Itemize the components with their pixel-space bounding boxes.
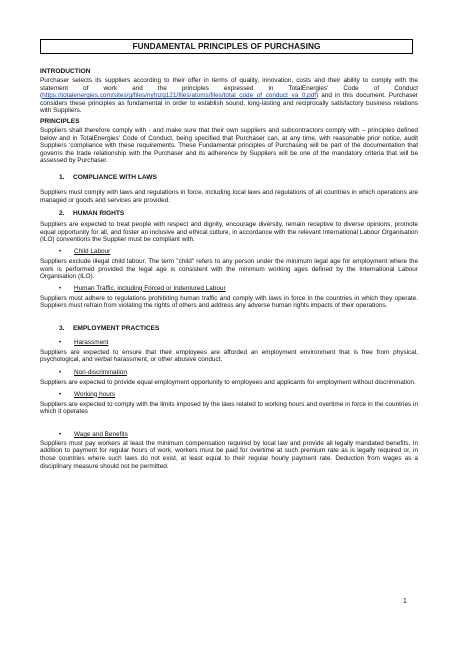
harassment-bullet — [59, 339, 418, 347]
bullet-icon: • — [59, 369, 62, 377]
introduction-heading: INTRODUCTION — [40, 68, 91, 75]
section-1-text: Suppliers must comply with laws and regulations in force, including local laws and regulations of all countries in which operations are managed or goods and services are provided. — [40, 188, 418, 204]
bullet-icon: • — [59, 430, 62, 438]
bullet-icon: • — [59, 338, 62, 346]
bullet-icon: • — [59, 390, 62, 398]
child-labour-text: Suppliers exclude illegal child labour. The term "child" refers to any person under the minimum legal age for employment where the work is performed provided the legal age is consistent with the minimum working ages defined by the International Labour Organisation (ILO). — [40, 257, 418, 281]
section-3-title: EMPLOYMENT PRACTICES — [73, 324, 160, 332]
section-1-heading — [59, 174, 418, 182]
section-3-number: 3. — [59, 324, 65, 332]
introduction-text-b: ) and in this document. Purchaser considers these principles as fundamental in order to establish sound, long-lasting and reciprocally satisfactory business relations with Suppliers. — [40, 92, 418, 115]
working-hours-title: Working hours — [74, 390, 116, 398]
wage-benefits-title: Wage and Benefits — [74, 430, 128, 438]
child-labour-title: Child Labour — [74, 247, 111, 255]
document-title: FUNDAMENTAL PRINCIPLES OF PURCHASING — [40, 39, 413, 54]
code-of-conduct-link[interactable]: https://totalenergies.com/sites/g/files/nytnzq121/files/atoms/files/total_code_of_conduct_va_0.pdf — [42, 92, 317, 100]
working-hours-text: Suppliers are expected to comply with the limits imposed by the laws related to working hours and overtime in force in the countries in which it operates — [40, 400, 418, 416]
principles-text: Suppliers shall therefore comply with - and make sure that their own suppliers and subcontractors comply with – principles defined below and in TotalEnergies' Code of Conduct, being specified that Purchaser can, at any time, with reasonable prior notice, audit Suppliers 'compliance with these requirements. These Fundamental principles of Purchasing will be part of the documentation that governs the trade relationship with the Purchaser and its adherence by Suppliers will be one of the mandatory criteria that will be assessed by Purchaser. — [40, 126, 418, 165]
introduction-text-a: Purchaser selects its suppliers according to their offer in terms of quality, innovation, costs and their ability to comply with the statement of work and the principles expressed in TotalEnergies' Code of Conduct ( — [40, 77, 418, 100]
working-hours-bullet — [59, 391, 418, 399]
section-1-title: COMPLIANCE WITH LAWS — [73, 173, 157, 181]
section-2-title: HUMAN RIGHTS — [73, 210, 125, 218]
human-traffic-title: Human Traffic, including Forced or Indentured Labour — [74, 284, 226, 292]
principles-heading: PRINCIPLES — [40, 117, 80, 125]
section-1-number: 1. — [59, 173, 65, 181]
harassment-title: Harassment — [74, 338, 109, 346]
introduction-text — [40, 77, 418, 115]
child-labour-bullet — [59, 248, 418, 256]
bullet-icon: • — [59, 284, 62, 292]
bullet-icon: • — [59, 247, 62, 255]
non-discrimination-bullet — [59, 369, 418, 377]
section-3-heading — [59, 325, 418, 333]
non-discrimination-text: Suppliers are expected to provide equal employment opportunity to employees and applicants for employment without discrimination. — [40, 379, 416, 387]
section-2-text: Suppliers are expected to treat people with respect and dignity, encourage diversity, remain receptive to diverse opinions, promote equal opportunity for all, and foster an inclusive and ethical culture, in accordance with the relevant International Labour Organisation (ILO) conventions the Supplier must be compliant with. — [40, 221, 418, 244]
human-traffic-text: Suppliers must adhere to regulations prohibiting human traffic and comply with laws in force in the countries in which they operate. Suppliers must refrain from violating the rights of others and address any adverse human rights impacts of their operations. — [40, 294, 418, 310]
section-2-number: 2. — [59, 210, 65, 218]
wage-benefits-bullet — [59, 431, 418, 439]
section-2-heading — [59, 210, 418, 218]
page-number: 1 — [403, 598, 407, 605]
harassment-text: Suppliers are expected to ensure that their employees are afforded an employment environment that is free from physical, psychological, and verbal harassment, or other abusive conduct. — [40, 348, 418, 364]
wage-benefits-text: Suppliers must pay workers at least the minimum compensation required by local law and provide all legally mandated benefits. In addition to payment for regular hours of work, workers must be paid for overtime at such premium rate as is legally required or, in those countries where such laws do not exist, at least equal to their regular hourly payment rate. Deduction from wages as a disciplinary measure should not be permitted. — [40, 439, 418, 470]
human-traffic-bullet — [59, 285, 418, 293]
non-discrimination-title: Non-discrimination — [74, 369, 127, 377]
